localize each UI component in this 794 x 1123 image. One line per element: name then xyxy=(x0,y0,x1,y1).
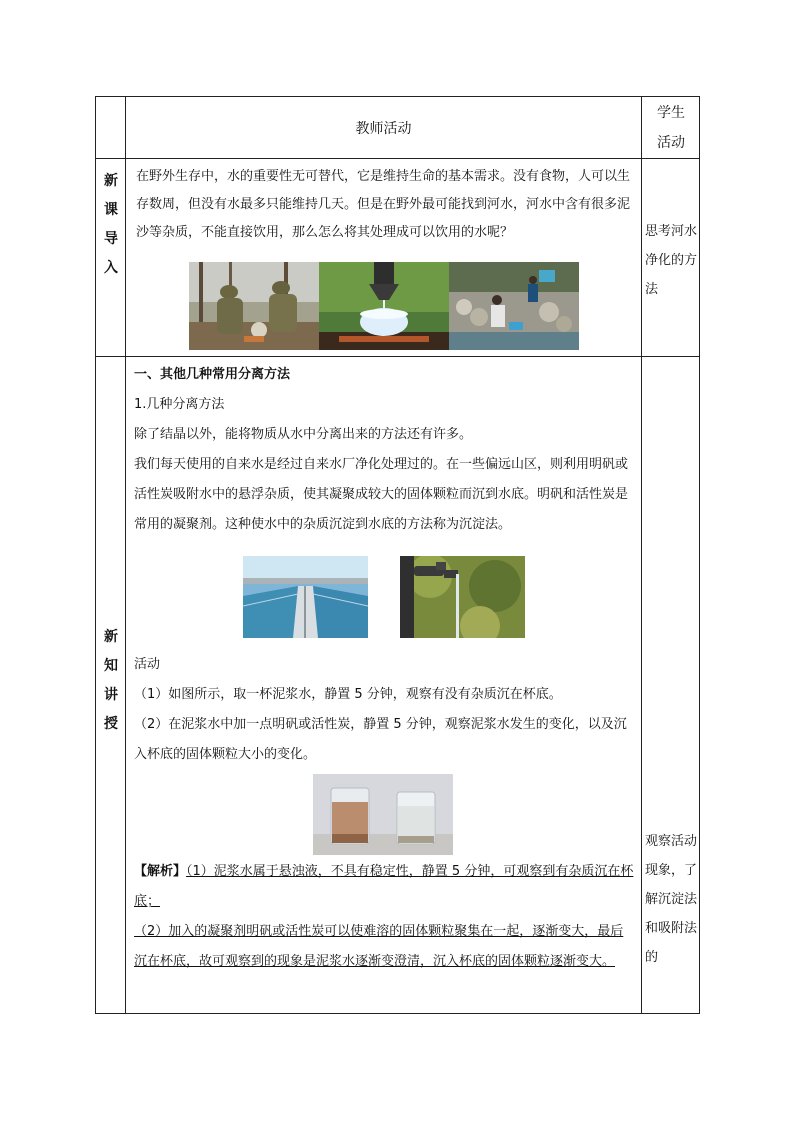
new-label-char: 讲 xyxy=(104,687,118,703)
photo-beakers xyxy=(313,774,453,855)
intro-label-char: 入 xyxy=(104,260,118,276)
analysis-text-2: （2）加入的凝聚剂明矾或活性炭可以使难溶的固体颗粒聚集在一起，逐渐变大，最后沉在杯底，故可观察到的现象是泥浆水逐渐变澄清，沉入杯底的固体颗粒逐渐变大。 xyxy=(134,924,624,969)
intro-photo-row xyxy=(189,262,579,350)
photo-soldiers-field xyxy=(189,262,319,350)
intro-label-char: 课 xyxy=(104,202,118,218)
new-student-activity xyxy=(645,827,699,972)
new-label-char: 知 xyxy=(104,658,118,674)
header-teacher-label: 教师活动 xyxy=(355,121,412,137)
sedimentation-photo-row xyxy=(242,556,525,638)
photo-tap-water xyxy=(400,556,525,638)
paragraph-intro: 除了结晶以外，能将物质从水中分离出来的方法还有许多。 xyxy=(134,427,473,442)
analysis-line-1 xyxy=(134,857,636,917)
header-student-activity xyxy=(642,97,700,159)
activity-step-1: （1）如图所示，取一杯泥浆水，静置 5 分钟，观察有没有杂质沉在杯底。 xyxy=(134,687,562,702)
new-content-top xyxy=(134,360,636,540)
intro-student-text: 思考河水净化的方法 xyxy=(645,224,698,297)
header-student-line2: 活动 xyxy=(657,135,685,151)
row-divider-intro xyxy=(96,356,699,357)
lesson-table xyxy=(95,96,700,1014)
paragraph-sedimentation: 我们每天使用的自来水是经过自来水厂净化处理过的。在一些偏远山区，则利用明矾或活性炭吸附水中的悬浮杂质，使其凝聚成较大的固体颗粒而沉到水底。明矾和活性炭是常用的凝聚剂。这种使水中的杂质沉淀到水底的方法称为沉淀法。 xyxy=(134,457,629,532)
intro-content xyxy=(136,163,636,247)
header-teacher-activity xyxy=(126,97,641,159)
new-label-char: 新 xyxy=(104,629,118,645)
intro-section-label xyxy=(96,167,126,283)
new-label-char: 授 xyxy=(104,716,118,732)
activity-step-2: （2）在泥浆水中加一点明矾或活性炭，静置 5 分钟，观察泥浆水发生的变化，以及沉入杯底的固体颗粒大小的变化。 xyxy=(134,717,627,762)
analysis-block xyxy=(134,857,636,977)
header-student-line1: 学生 xyxy=(657,105,685,121)
analysis-tag: 【解析】 xyxy=(134,864,187,879)
photo-water-plant xyxy=(243,556,368,638)
activity-title: 活动 xyxy=(134,657,161,672)
intro-label-char: 导 xyxy=(104,231,118,247)
new-student-text: 观察活动现象，了解沉淀法和吸附法的 xyxy=(645,834,698,965)
photo-river-people xyxy=(449,262,579,350)
new-section-label xyxy=(96,623,126,739)
column-divider-right xyxy=(641,97,642,1013)
intro-paragraph: 在野外生存中，水的重要性无可替代，它是维持生命的基本需求。没有食物，人可以生存数周，但没有水最多只能维持几天。但是在野外最可能找到河水，河水中含有很多泥沙等杂质，不能直接饮用，那么怎么将其处理成可以饮用的水呢？ xyxy=(136,169,631,240)
activity-block xyxy=(134,650,636,770)
analysis-text-1: （1）泥浆水属于悬浊液，不具有稳定性，静置 5 分钟，可观察到有杂质沉在杯底； xyxy=(134,864,634,909)
intro-student-activity xyxy=(645,217,699,304)
section-heading: 一、其他几种常用分离方法 xyxy=(134,367,291,382)
intro-label-char: 新 xyxy=(104,173,118,189)
photo-water-filter xyxy=(319,262,449,350)
sub-heading: 1.几种分离方法 xyxy=(134,397,225,412)
